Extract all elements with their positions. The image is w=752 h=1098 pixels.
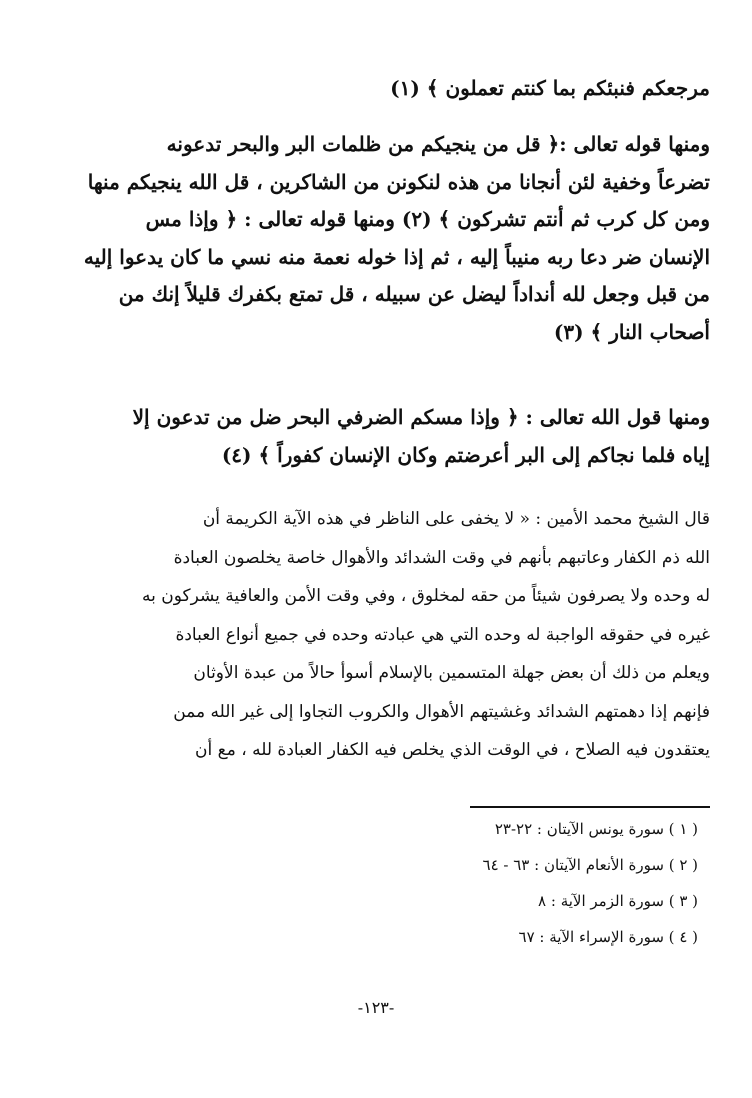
text-line: مرجعكم فنبئكم بما كنتم تعملون ﴾ (١): [390, 76, 710, 100]
text-line: يعتقدون فيه الصلاح ، في الوقت الذي يخلص فيه الكفار العبادة لله ، مع أن: [195, 740, 710, 760]
text-line: فإنهم إذا دهمتهم الشدائد وغشيتهم الأهوال والكروب التجاوا إلى غير الله ممن: [173, 701, 710, 722]
text-line: الله ذم الكفار وعاتبهم بأنهم في وقت الشدائد والأهوال خاصة يخلصون العبادة: [173, 547, 710, 568]
footnote-2: ( ٢ ) سورة الأنعام الآيتان : ٦٣ - ٦٤: [482, 856, 698, 874]
text-line: إياه فلما نجاكم إلى البر أعرضتم وكان الإنسان كفوراً ﴾ (٤): [221, 443, 710, 467]
text-line: ويعلم من ذلك أن بعض جهلة المتسمين بالإسلام أسوأ حالاً من عبدة الأوثان: [193, 663, 710, 683]
text-line: قال الشيخ محمد الأمين : « لا يخفى على الناظر في هذه الآية الكريمة أن: [202, 509, 710, 529]
footnote-1: ( ١ ) سورة يونس الآيتان : ٢٢-٢٣: [494, 820, 698, 838]
text-line: تضرعاً وخفية لئن أنجانا من هذه لنكونن من الشاكرين ، قل الله ينجيكم منها: [87, 169, 710, 194]
text-line: غيره في حقوقه الواجبة له وحده التي هي عبادته وحده في جميع أنواع العبادة: [175, 624, 710, 645]
commentary-paragraph: [45, 500, 710, 770]
verse-paragraph-1: [45, 126, 710, 351]
footnote-3: ( ٣ ) سورة الزمر الآية : ٨: [538, 892, 698, 910]
verse-paragraph-2: [45, 398, 710, 474]
footnote-divider: [470, 806, 710, 808]
text-line: الإنسان ضر دعا ربه منيباً إليه ، ثم إذا خوله نعمة منه نسي ما كان يدعوا إليه: [83, 244, 710, 269]
text-line: ومن كل كرب ثم أنتم تشركون ﴾ (٢) ومنها قوله تعالى : ﴿ وإذا مس: [145, 207, 710, 231]
text-line: من قبل وجعل لله أنداداً ليضل عن سبيله ، قل تمتع بكفرك قليلاً إنك من: [118, 282, 710, 306]
page-number: -١٢٣-: [357, 998, 395, 1017]
footnote-4: ( ٤ ) سورة الإسراء الآية : ٦٧: [518, 928, 698, 946]
text-line: أصحاب النار ﴾ (٣): [553, 319, 710, 344]
verse-continuation: [45, 70, 710, 106]
text-line: ومنها قوله تعالى :﴿ قل من ينجيكم من ظلمات البر والبحر تدعونه: [166, 132, 710, 156]
text-line: ومنها قول الله تعالى : ﴿ وإذا مسكم الضرفي البحر ضل من تدعون إلا: [132, 405, 710, 429]
text-line: له وحده ولا يصرفون شيئاً من حقه لمخلوق ، وفي وقت الأمن والعافية يشركون به: [141, 586, 710, 606]
